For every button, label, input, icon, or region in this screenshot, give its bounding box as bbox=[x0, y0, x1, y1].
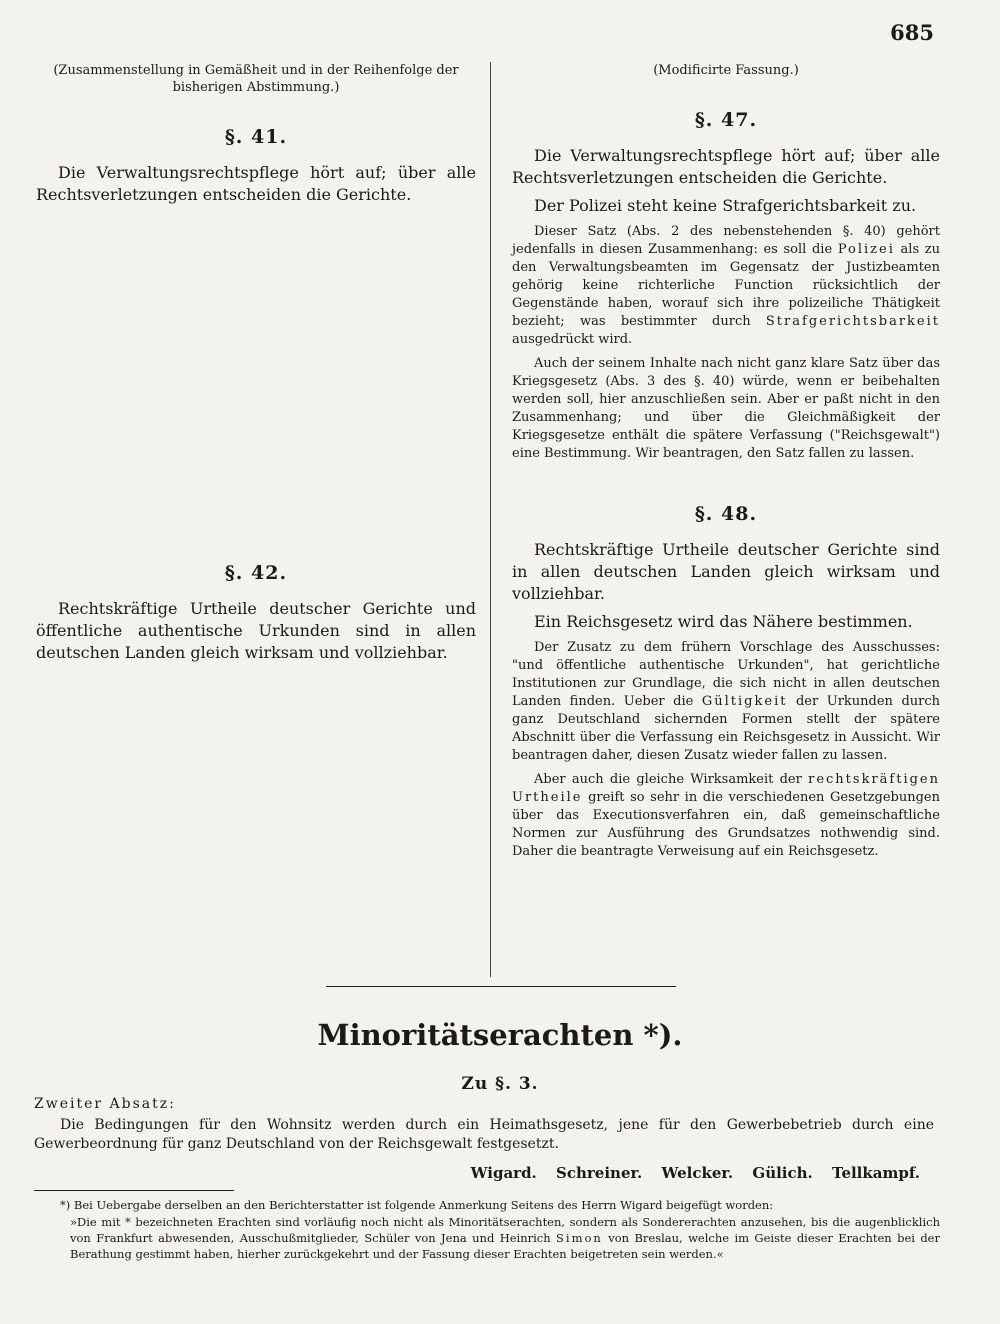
minority-opinion-text: Die Bedingungen für den Wohnsitz werden durch ein Heimathsgesetz, jene für den Gewerbebetrieb durch eine Gewerbeordnung für ganz Deutschland von der Reichsgewalt festgesetzt. bbox=[34, 1117, 934, 1152]
footnote-rule bbox=[34, 1190, 234, 1191]
footnote-quote: »Die mit * bezeichneten Erachten sind vorläufig noch nicht als Minoritätserachten, sondern als Sondererachten anzusehen, bis die augenblicklich von Frankfurt abwesenden, Ausschußmitglieder, Schüler von Jena und Heinrich Simon von Breslau, welche im Geiste dieser Erachten bei der Berathung gestimmt haben, hierher zurückgekehrt und der Fassung dieser Erachten beigetreten sein werden.« bbox=[70, 1215, 940, 1261]
signature: Gülich. bbox=[752, 1164, 813, 1182]
section-42-text: Rechtskräftige Urtheile deutscher Gerichte und öffentliche authentische Urkunden sind in allen deutschen Landen gleich wirksam und vollziehbar. bbox=[36, 599, 476, 662]
left-column-header: (Zusammenstellung in Gemäßheit und in der Reihenfolge der bisherigen Abstimmung.) bbox=[53, 63, 459, 95]
page-number: 685 bbox=[890, 20, 934, 45]
minority-section-reference: Zu §. 3. bbox=[461, 1074, 539, 1094]
left-column bbox=[36, 62, 476, 670]
signature: Wigard. bbox=[470, 1164, 537, 1182]
minority-paragraph-label: Zweiter Absatz: bbox=[34, 1096, 176, 1112]
section-47-paragraph-2: Der Polizei steht keine Strafgerichtsbarkeit zu. bbox=[534, 196, 917, 215]
section-48-note-2: Aber auch die gleiche Wirksamkeit der rechtskräftigen Urtheile greift so sehr in die verschiedenen Gesetzgebungen über das Executionsverfahren ein, daß gemeinschaftliche Normen zur Ausführung des Grundsatzes nothwendig sind. Daher die beantragte Verweisung auf ein Reichsgesetz. bbox=[512, 772, 940, 859]
minority-opinion-title: Minoritätserachten *). bbox=[317, 1018, 683, 1052]
section-41-heading: §. 41. bbox=[224, 126, 288, 148]
section-48-paragraph-2: Ein Reichsgesetz wird das Nähere bestimmen. bbox=[534, 612, 913, 631]
section-47-heading: §. 47. bbox=[694, 109, 758, 131]
section-47-paragraph-1: Die Verwaltungsrechtspflege hört auf; über alle Rechtsverletzungen entscheiden die Gerichte. bbox=[512, 146, 940, 187]
section-48-note-1: Der Zusatz zu dem frühern Vorschlage des Ausschusses: "und öffentliche authentische Urkunden", hat gerichtliche Institutionen zur Grundlage, die sich nicht in allen deutschen Landen finden. Ueber die Gültigkeit der Urkunden durch ganz Deutschland sichernden Formen stellt der spätere Abschnitt über die Verfassung ein Reichsgesetz in Aussicht. Wir beantragen daher, diesen Zusatz wieder fallen zu lassen. bbox=[512, 640, 941, 763]
column-divider bbox=[490, 62, 491, 977]
section-41-text: Die Verwaltungsrechtspflege hört auf; über alle Rechtsverletzungen entscheiden die Gerichte. bbox=[36, 163, 476, 204]
horizontal-rule bbox=[326, 986, 676, 987]
signature: Tellkampf. bbox=[832, 1164, 920, 1182]
footnote-intro: *) Bei Uebergabe derselben an den Berichterstatter ist folgende Anmerkung Seitens des Herrn Wigard beigefügt worden: bbox=[60, 1198, 774, 1212]
section-47-note-1: Dieser Satz (Abs. 2 des nebenstehenden §. 40) gehört jedenfalls in diesen Zusammenhang: es soll die Polizei als zu den Verwaltungsbeamten im Gegensatz der Justizbeamten gehörig keine richterliche Function rücksichtlich der Gegenstände haben, worauf sich ihre polizeiliche Thätigkeit bezieht; was bestimmter durch Strafgerichtsbarkeit ausgedrückt wird. bbox=[512, 224, 940, 347]
signatures bbox=[457, 1164, 920, 1182]
right-column bbox=[512, 62, 940, 867]
section-47-note-2: Auch der seinem Inhalte nach nicht ganz klare Satz über das Kriegsgesetz (Abs. 3 des §. 40) würde, wenn er beibehalten werden soll, hier anzuschließen sein. Aber er paßt nicht in den Zusammenhang; und über die Gleichmäßigkeit der Kriegsgesetze enthält die spätere Verfassung ("Reichsgewalt") eine Bestimmung. Wir beantragen, den Satz fallen zu lassen. bbox=[512, 356, 940, 461]
signature: Welcker. bbox=[661, 1164, 734, 1182]
signature: Schreiner. bbox=[556, 1164, 643, 1182]
section-48-paragraph-1: Rechtskräftige Urtheile deutscher Gerichte sind in allen deutschen Landen gleich wirksam und vollziehbar. bbox=[512, 540, 940, 603]
section-48-heading: §. 48. bbox=[694, 503, 758, 525]
right-column-header: (Modificirte Fassung.) bbox=[653, 63, 799, 78]
section-42-heading: §. 42. bbox=[224, 562, 288, 584]
